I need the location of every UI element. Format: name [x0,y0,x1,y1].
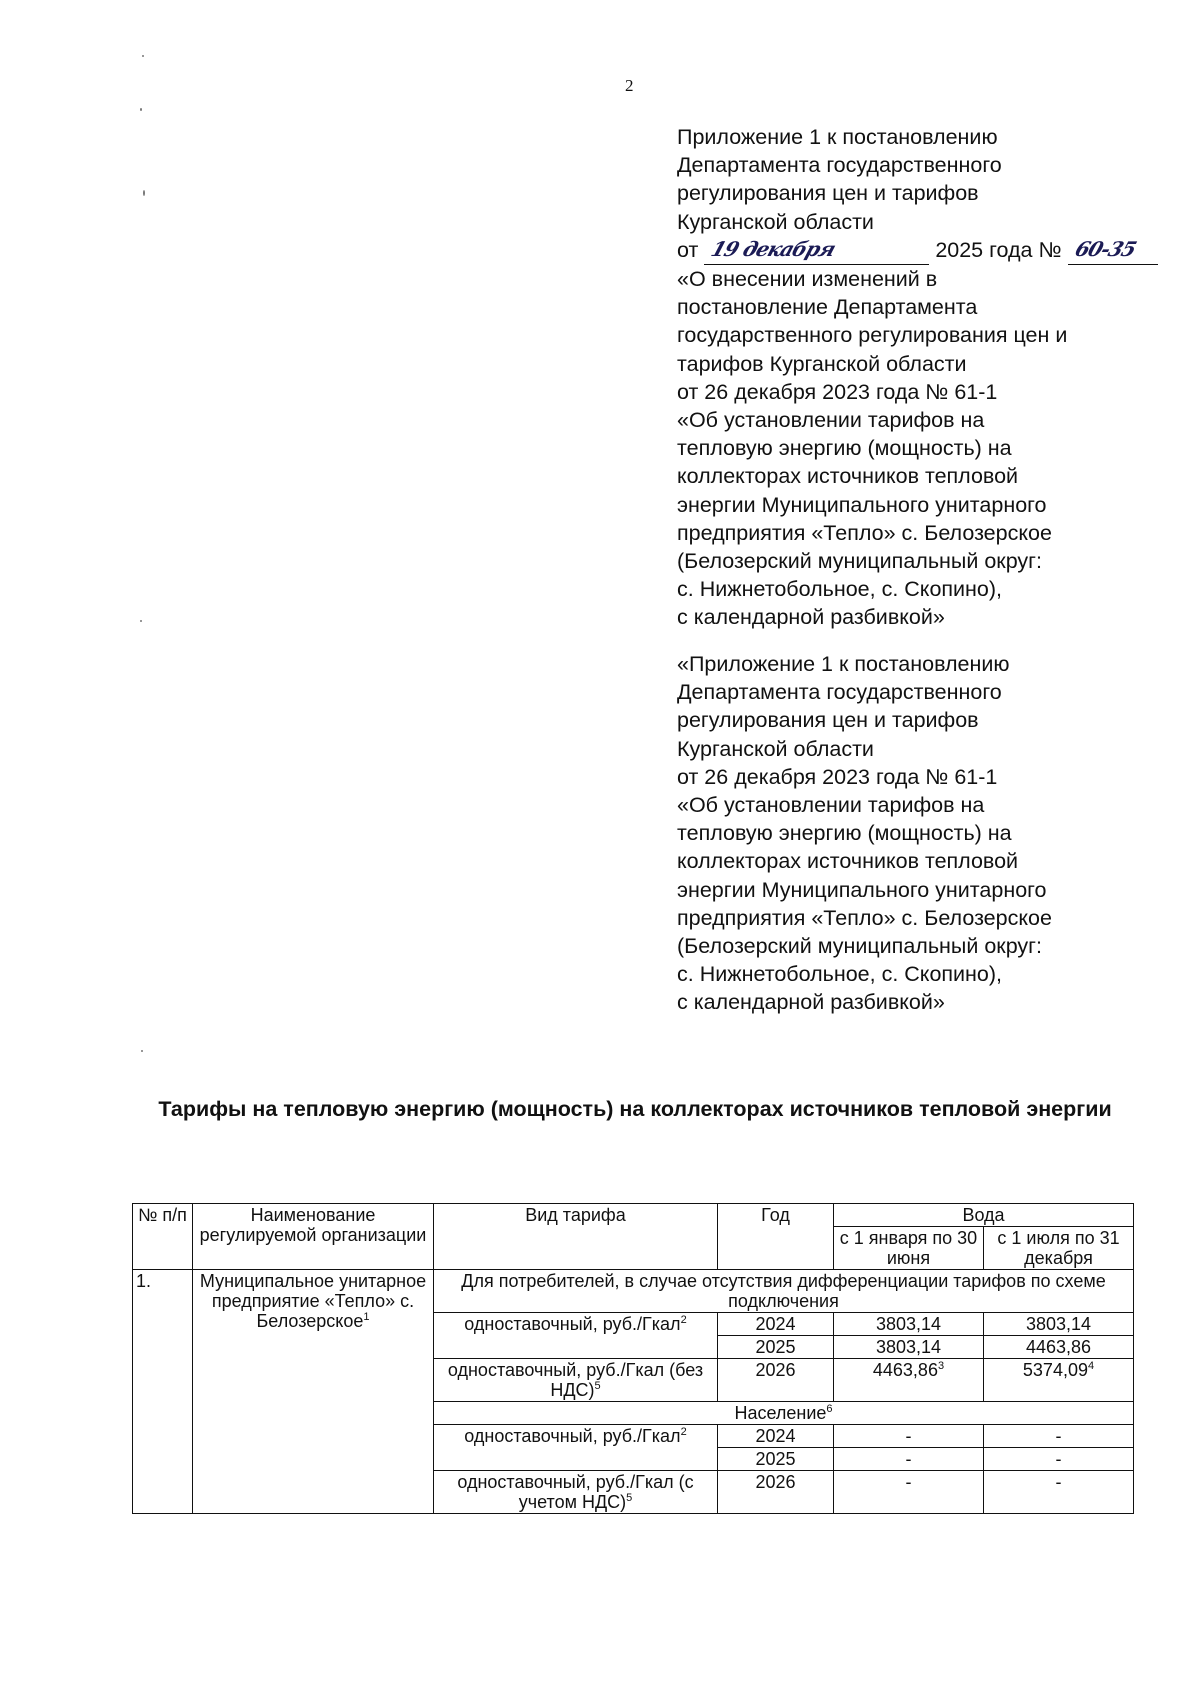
document-title: Тарифы на тепловую энергию (мощность) на коллекторах источников тепловой энергии [158,1097,1112,1121]
annex-line: тепловую энергию (мощность) на [677,436,1012,461]
annex-line: Курганской области [677,209,874,234]
section-consumers: Для потребителей, в случае отсутствия дифференциации тарифов по схеме подключения [434,1270,1134,1313]
year-cell: 2025 [718,1336,834,1359]
section-population [434,1402,1134,1425]
annex-date-line [677,236,1147,265]
section-footnote: 6 [826,1403,833,1415]
annex-line: коллекторах источников тепловой [677,464,1019,489]
tariff-type-footnote: 2 [680,1426,687,1438]
annex-line: от 26 декабря 2023 года № 61-1 [677,379,998,404]
annex-line: коллекторах источников тепловой [677,849,1019,874]
value-cell: - [984,1425,1134,1448]
annex-line: от 26 декабря 2023 года № 61-1 [677,764,998,789]
annex-line: «О внесении изменений в [677,267,938,292]
handwritten-date-field [704,236,929,265]
annex-line: с. Нижнетобольное, с. Скопино), [677,577,1003,602]
tariff-type-cell [434,1359,718,1402]
header-tariff-type: Вид тарифа [434,1204,718,1270]
value-cell: 3803,14 [984,1313,1134,1336]
annex-line: государственного регулирования цен и [677,323,1068,348]
annex-line: с календарной разбивкой» [677,990,945,1015]
scan-speck [140,108,142,111]
year-cell: 2024 [718,1425,834,1448]
annex-line: энергии Муниципального унитарного [677,877,1047,902]
annex-line: постановление Департамента [677,295,978,320]
annex-line: «Об установлении тарифов на [677,408,985,433]
header-org: Наименование регулируемой организации [193,1204,434,1270]
value-cell: 3803,14 [834,1313,984,1336]
annex-line: Приложение 1 к постановлению [677,125,998,149]
annex-amending-block [677,123,1147,632]
value: 4463,86 [872,1360,938,1380]
org-name-cell [193,1270,434,1514]
scan-speck [140,620,142,622]
org-footnote: 1 [363,1311,370,1323]
tariff-type: одноставочный, руб./Гкал (с учетом НДС) [457,1472,694,1512]
annex-line: регулирования цен и тарифов [677,181,979,206]
date-year: 2025 года № [935,237,1062,262]
tariff-type-cell [434,1471,718,1514]
year-cell: 2025 [718,1448,834,1471]
value-cell: - [984,1448,1134,1471]
header-water: Вода [834,1204,1134,1227]
tariff-type-footnote: 2 [680,1314,687,1326]
value-cell: - [984,1471,1134,1514]
value-cell: 4463,86 [984,1336,1134,1359]
annex-line: тепловую энергию (мощность) на [677,821,1012,846]
annex-line: с. Нижнетобольное, с. Скопино), [677,962,1003,987]
page-number: 2 [625,76,634,95]
table-row [133,1270,1134,1313]
handwritten-number: 60-35 [1071,236,1139,261]
value: 5374,09 [1022,1360,1088,1380]
scan-speck [143,190,145,196]
value-footnote: 4 [1087,1360,1095,1372]
annex-line: «Приложение 1 к постановлению [677,652,1010,676]
org-name: Муниципальное унитарное предприятие «Тепло» с. Белозерское [199,1271,427,1331]
value-cell [984,1359,1134,1402]
tariff-type: одноставочный, руб./Гкал [464,1314,681,1334]
table-header-row [133,1204,1134,1227]
scan-speck [141,1050,143,1052]
date-prefix: от [677,237,699,262]
value-cell: - [834,1471,984,1514]
row-number-cell: 1. [133,1270,193,1514]
annex-original-block [677,650,1147,1017]
header-period-2: с 1 июля по 31 декабря [984,1227,1134,1270]
year-cell: 2026 [718,1359,834,1402]
annex-line: Курганской области [677,736,874,761]
scan-speck [142,55,144,57]
value-cell: - [834,1448,984,1471]
header-num: № п/п [133,1204,193,1270]
annex-line: «Об установлении тарифов на [677,793,985,818]
annex-line: Департамента государственного [677,680,1002,705]
annex-line: энергии Муниципального унитарного [677,492,1047,517]
tariff-type-footnote: 5 [626,1492,633,1504]
handwritten-date: 19 декабря [708,236,839,261]
tariff-type: одноставочный, руб./Гкал [464,1426,681,1446]
tariff-type: одноставочный, руб./Гкал (без НДС) [447,1360,704,1400]
value-footnote: 3 [937,1360,945,1372]
annex-line: тарифов Курганской области [677,351,967,376]
value-cell: - [834,1425,984,1448]
year-cell: 2026 [718,1471,834,1514]
tariff-table [132,1203,1134,1514]
value-cell [834,1359,984,1402]
tariff-type-cell [434,1313,718,1359]
tariff-type-footnote: 5 [594,1380,601,1392]
annex-line: (Белозерский муниципальный округ: [677,934,1042,959]
value-cell: 3803,14 [834,1336,984,1359]
section-label: Население [734,1403,827,1423]
annex-line: (Белозерский муниципальный округ: [677,549,1042,574]
tariff-type-cell [434,1425,718,1471]
annex-line: предприятия «Тепло» с. Белозерское [677,905,1052,930]
header-year: Год [718,1204,834,1270]
annex-line: предприятия «Тепло» с. Белозерское [677,520,1052,545]
handwritten-number-field [1068,236,1158,265]
annex-line: Департамента государственного [677,153,1002,178]
year-cell: 2024 [718,1313,834,1336]
annex-line: с календарной разбивкой» [677,605,945,630]
annex-line: регулирования цен и тарифов [677,708,979,733]
header-period-1: с 1 января по 30 июня [834,1227,984,1270]
